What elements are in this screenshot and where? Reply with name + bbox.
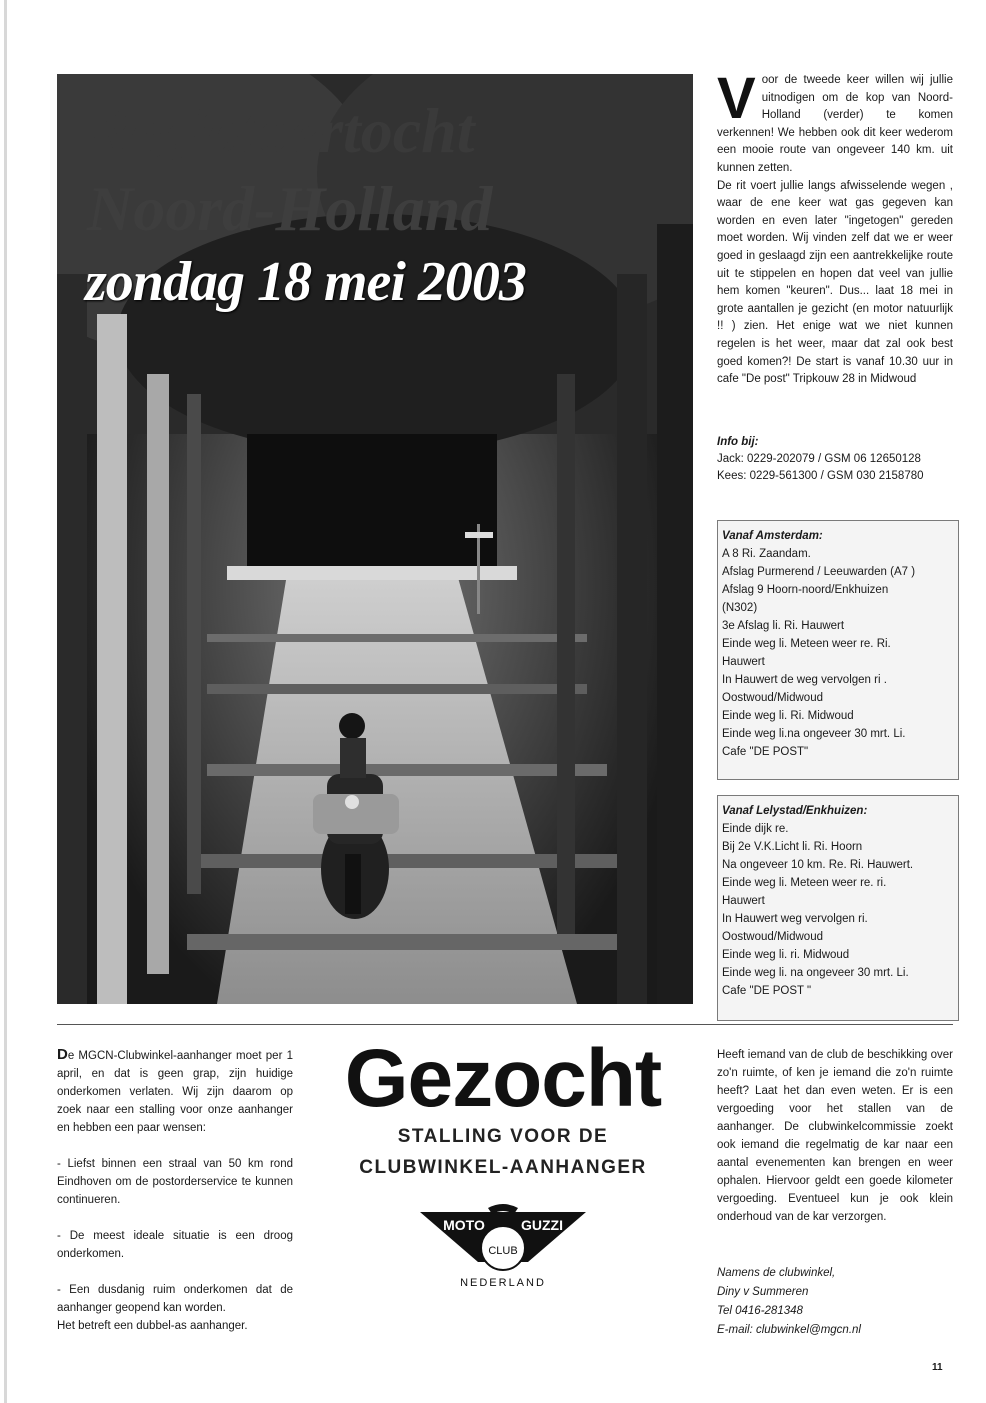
moto-guzzi-club-logo: [418, 1200, 588, 1310]
trailer-request: [717, 1046, 953, 1226]
headline-event-title: Regiotoertocht: [87, 95, 475, 166]
trailer-wish-2: - De meest ideale situatie is een droog onderkomen.: [57, 1230, 293, 1260]
route-line: Einde weg li. Meteen weer re. Ri.: [722, 638, 891, 650]
page-edge-rule: [4, 0, 7, 1403]
ad-subtitle-line-1: STALLING VOOR DE: [397, 1126, 609, 1147]
route-heading: Vanaf Amsterdam:: [722, 530, 823, 542]
trailer-wish-1: - Liefst binnen een straal van 50 km rond Eindhoven om de postorderservice te kunnen continueren.: [57, 1158, 293, 1206]
intro-article: [717, 66, 953, 389]
logo-text-guzzi: GUZZI: [521, 1217, 563, 1233]
signature-phone: Tel 0416-281348: [717, 1305, 803, 1317]
route-line: Bij 2e V.K.Licht li. Ri. Hoorn: [722, 841, 863, 853]
route-line: Na ongeveer 10 km. Re. Ri. Hauwert.: [722, 859, 914, 871]
route-line: Einde weg li.na ongeveer 30 mrt. Li.: [722, 728, 906, 740]
trailer-intro-text: e MGCN-Clubwinkel-aanhanger moet per 1 april, en dat is geen grap, zijn huidige onderkomen verlaten. Wij zijn daarom op zoek naar een stalling voor onze aanhanger en hebben een paar wensen:: [57, 1050, 293, 1134]
route-line: In Hauwert weg vervolgen ri.: [722, 913, 868, 925]
info-contact-line: Kees: 0229-561300 / GSM 030 2158780: [717, 470, 924, 482]
drop-cap: V: [717, 66, 756, 131]
signature-name: Diny v Summeren: [717, 1286, 809, 1298]
headline-date: zondag 18 mei 2003: [85, 251, 526, 313]
signature-line: Namens de clubwinkel,: [717, 1267, 836, 1279]
route-line: A 8 Ri. Zaandam.: [722, 548, 811, 560]
signature-email: E-mail: clubwinkel@mgcn.nl: [717, 1324, 861, 1336]
intro-paragraph-1: oor de tweede keer willen wij jullie uitnodigen om de kop van Noord-Holland (verder) te komen verkennen! We hebben ook dit keer wederom een mooie route van ongeveer 140 km. uit kunnen zetten.: [717, 74, 953, 174]
route-line: In Hauwert de weg vervolgen ri .: [722, 674, 887, 686]
route-line: Einde dijk re.: [722, 823, 789, 835]
info-heading: Info bij:: [717, 436, 759, 448]
trailer-paragraph-1: [57, 1046, 293, 1137]
route-line: 3e Afslag li. Ri. Hauwert: [722, 620, 845, 632]
route-line: Afslag Purmerend / Leeuwarden (A7 ): [722, 566, 916, 578]
route-heading: Vanaf Lelystad/Enkhuizen:: [722, 805, 868, 817]
route-line: Hauwert: [722, 895, 765, 907]
headline-region: Noord-Holland: [87, 173, 493, 244]
route-box-amsterdam: [717, 520, 959, 780]
route-line: Cafe "DE POST": [722, 746, 809, 758]
route-line: Cafe "DE POST ": [722, 985, 812, 997]
section-divider: [57, 1024, 953, 1025]
route-line: Einde weg li. Ri. Midwoud: [722, 710, 854, 722]
route-line: Einde weg li. ri. Midwoud: [722, 949, 850, 961]
info-contacts: [717, 434, 953, 485]
route-line: Einde weg li. na ongeveer 30 mrt. Li.: [722, 967, 909, 979]
route-line: Einde weg li. Meteen weer re. ri.: [722, 877, 887, 889]
route-line: Hauwert: [722, 656, 765, 668]
route-line: Oostwoud/Midwoud: [722, 931, 823, 943]
trailer-drop-letter: D: [57, 1046, 68, 1063]
logo-text-club: CLUB: [488, 1245, 518, 1257]
page-number: 11: [932, 1362, 943, 1373]
signature-block: [717, 1264, 953, 1340]
event-photo: [57, 74, 693, 1004]
intro-paragraph-2: De rit voert jullie langs afwisselende wegen , waar de ene keer wat gas gegeven kan worden en even later "ingetogen" gereden moet worden. Wij vinden zelf dat we er weer goed in geslaagd zijn een aantrekkelijke route uit te stippelen en hopen dat veel van jullie hem komen "keuren". Dus... laat 18 mei in grote aantallen je gezicht (en motor natuurlijk !! ) zien. Het enige wat we niet kunnen regelen is het weer, maar dat zal ook best goed komen?! De start is vanaf 10.30 uur in cafe "De post" Tripkouw 28 in Midwoud: [717, 179, 953, 386]
info-contact-line: Jack: 0229-202079 / GSM 06 12650128: [717, 453, 921, 465]
route-line: Afslag 9 Hoorn-noord/Enkhuizen: [722, 584, 889, 596]
route-line: Oostwoud/Midwoud: [722, 692, 823, 704]
trailer-note: Het betreft een dubbel-as aanhanger.: [57, 1320, 248, 1332]
ad-title: Gezocht: [344, 1033, 662, 1124]
logo-text-country: NEDERLAND: [460, 1277, 546, 1289]
trailer-request-text: Heeft iemand van de club de beschikking over zo'n ruimte, of ken je iemand die zo'n ruimte heeft? Laat het dan even weten. Er is een vergoeding voor het stallen van de aanhanger. De clubwinkelcommissie zoekt ook iemand die regelmatig de kar naar een aantal evenementen kan brengen en weer ophalen. Hiervoor geldt een goede kilometer vergoeding. Eventueel kun je ook klein onderhoud van de kar verzorgen.: [717, 1049, 953, 1223]
route-line: (N302): [722, 602, 758, 614]
ad-subtitle-line-2: CLUBWINKEL-AANHANGER: [359, 1157, 647, 1178]
trailer-article: [57, 1046, 293, 1335]
logo-text-moto: MOTO: [443, 1217, 485, 1233]
route-box-lelystad: [717, 795, 959, 1021]
trailer-wish-3: - Een dusdanig ruim onderkomen dat de aanhanger geopend kan worden.: [57, 1284, 293, 1314]
